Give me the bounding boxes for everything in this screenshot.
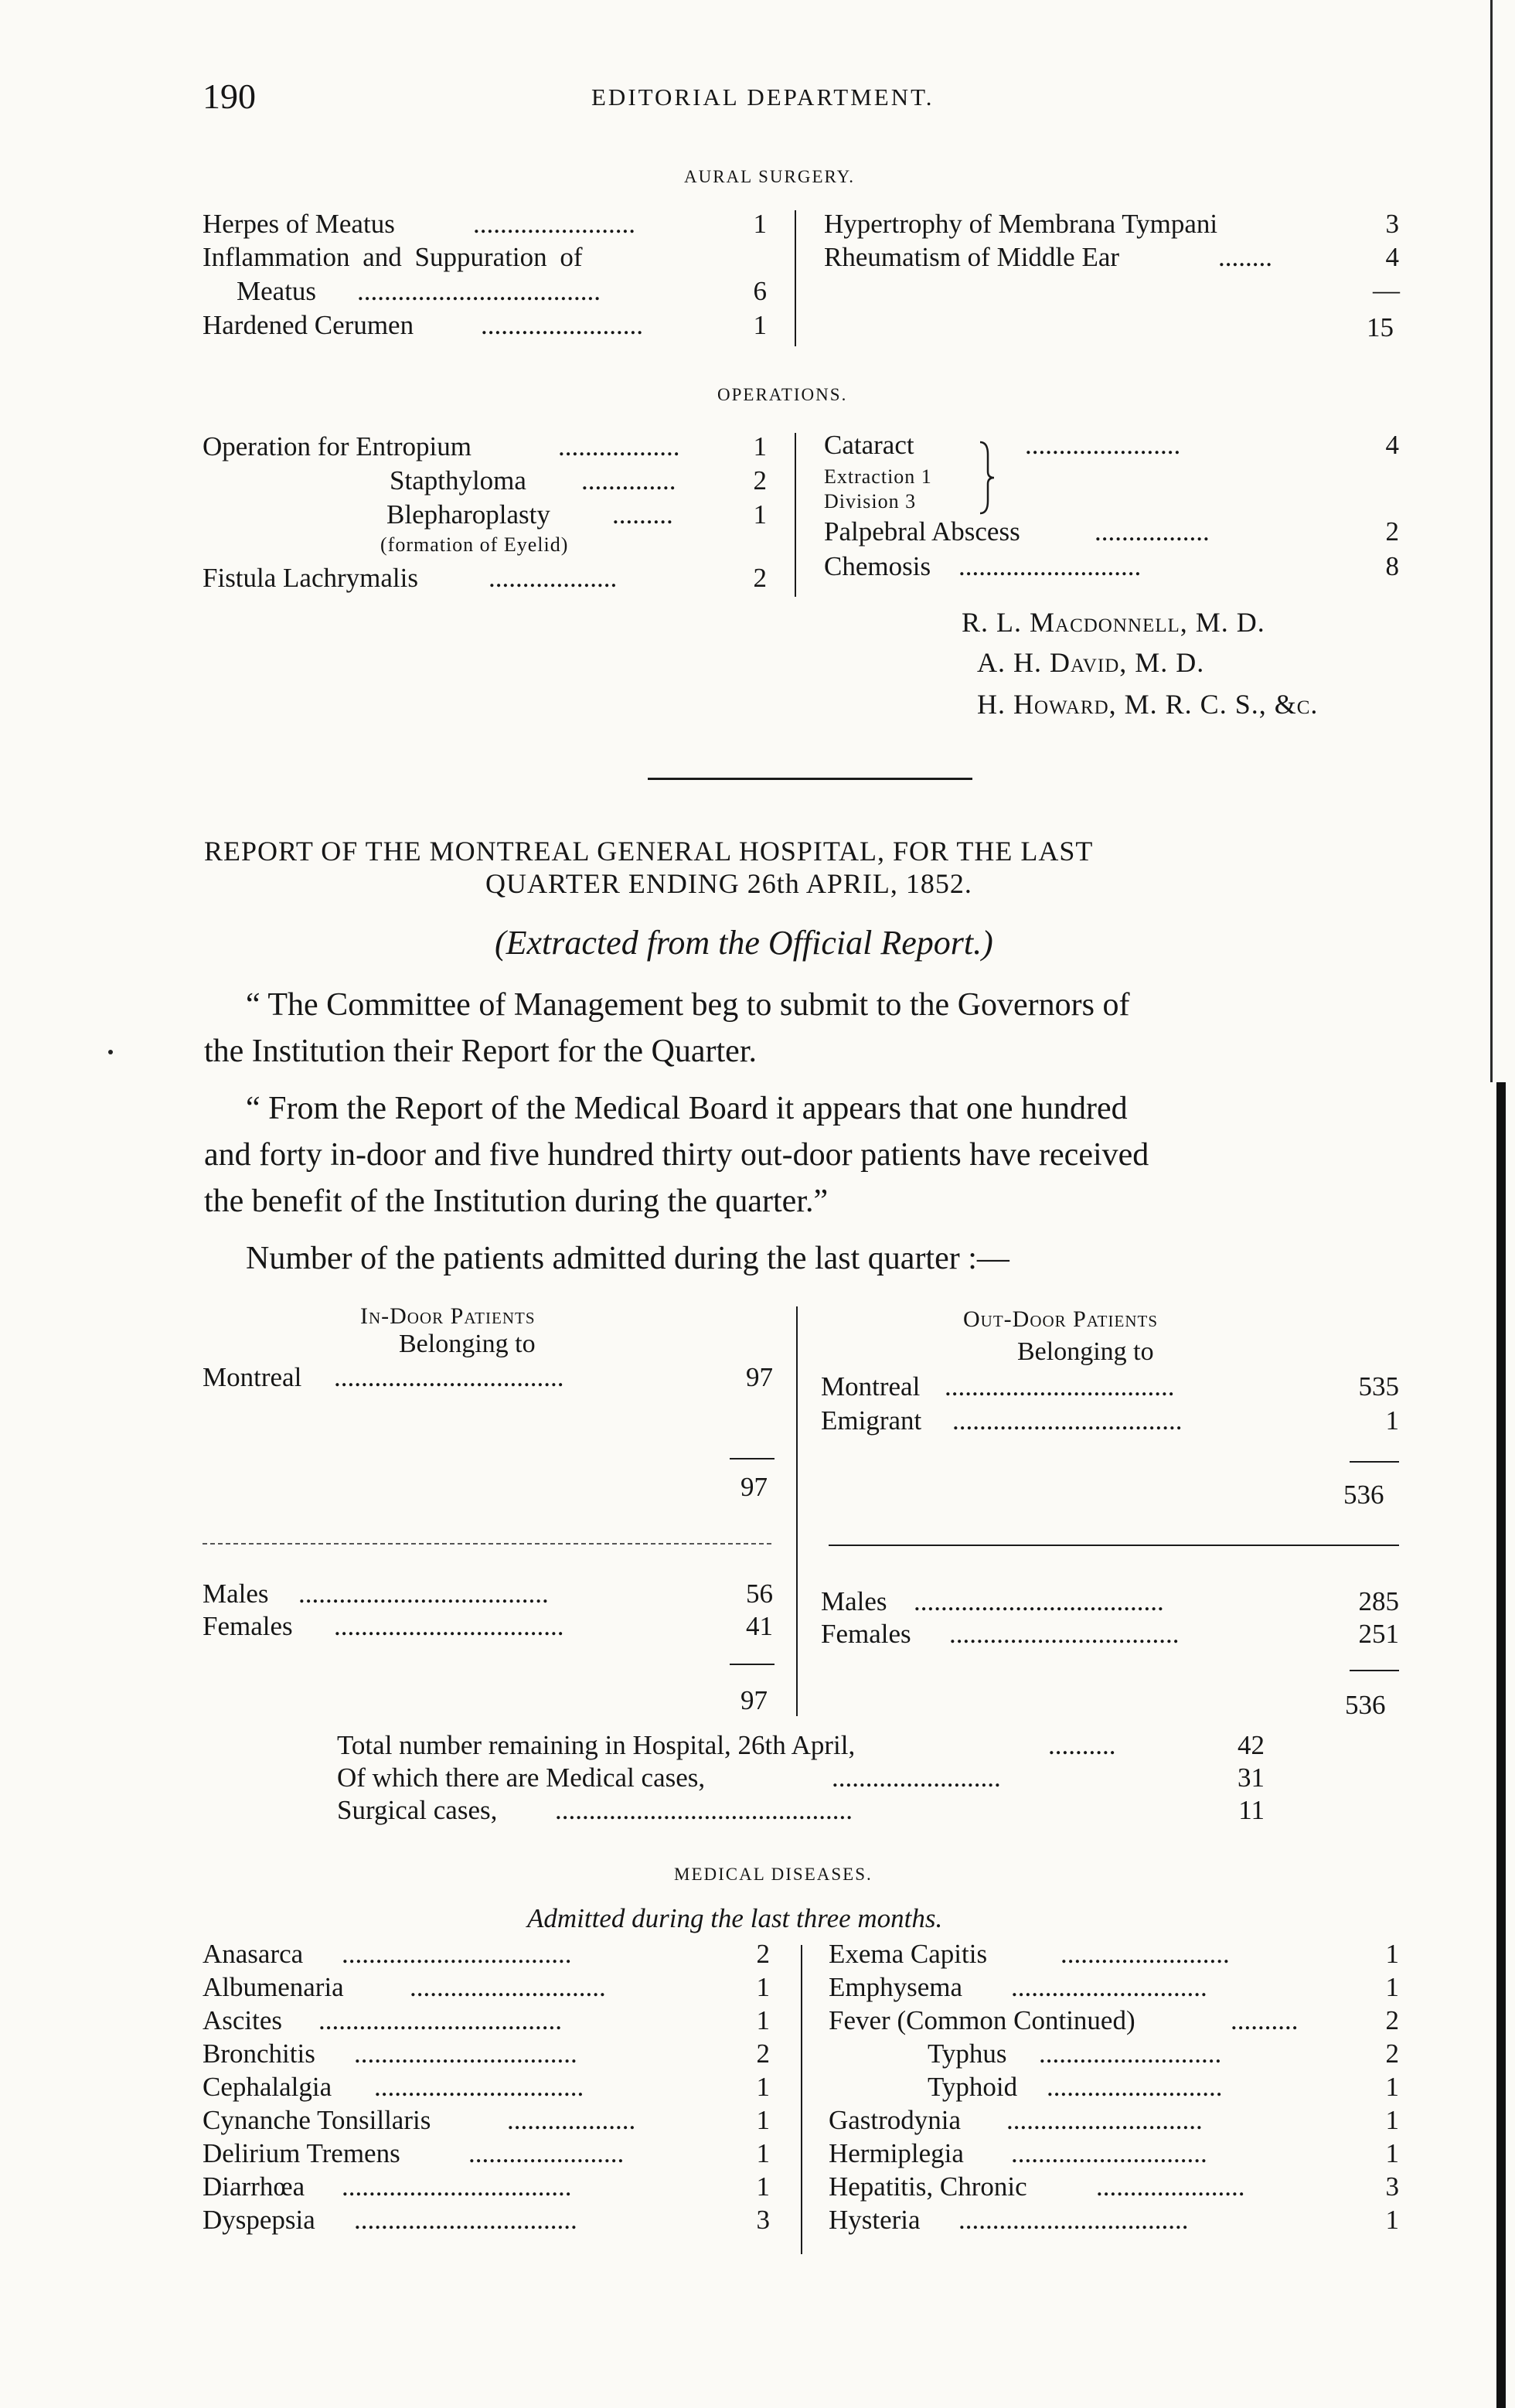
dot-leader: .................................. — [334, 1611, 564, 1641]
paragraph: “ From the Report of the Medical Board it appears that one hundred — [246, 1091, 1128, 1126]
table-row: Females .................................. 41 — [203, 1611, 773, 1641]
dot-leader: ........ — [1218, 242, 1272, 272]
list-item: Bronchitis ................................. 2 — [203, 2038, 770, 2069]
medical-diseases-subtitle: Admitted during the last three months. — [527, 1903, 943, 1933]
dot-leader: ....................... — [1025, 430, 1181, 460]
list-item: Operation for Entropium .................. 1 — [203, 431, 775, 465]
total-rule: — — [1373, 275, 1400, 305]
dot-leader: .................................. — [342, 1939, 572, 1969]
indoor-subtotal: 97 — [740, 1472, 768, 1502]
list-item: Rheumatism of Middle Ear ........ 4 — [824, 242, 1399, 272]
dot-leader: .................................. — [958, 2205, 1189, 2235]
dot-leader: ............................. — [1011, 1972, 1207, 2002]
total-rule — [1350, 1461, 1399, 1463]
list-item: Diarrhœa .................................. 1 — [203, 2171, 770, 2202]
indoor-total: 97 — [740, 1685, 768, 1715]
dot-leader: ............................. — [1011, 2138, 1207, 2168]
dashed-divider — [203, 1543, 771, 1545]
list-item: Emphysema ............................. 1 — [829, 1972, 1399, 2002]
aural-surgery-title: AURAL SURGERY. — [684, 167, 855, 186]
dot-leader: .................................. — [949, 1619, 1180, 1649]
section-divider — [648, 778, 972, 780]
dot-leader: ......................... — [1060, 1939, 1230, 1969]
speck — [108, 1050, 113, 1054]
dot-leader: ............................. — [1006, 2105, 1203, 2135]
list-item: Albumenaria ............................. 1 — [203, 1972, 770, 2002]
extraction-label: Extraction 1 — [824, 465, 932, 488]
total-rule — [730, 1458, 775, 1459]
dot-leader: .................................. — [334, 1362, 564, 1392]
paragraph: the Institution their Report for the Quarter. — [204, 1034, 757, 1069]
paragraph: and forty in-door and five hundred thirty out-door patients have received — [204, 1137, 1149, 1173]
list-item: Ascites .................................... 1 — [203, 2005, 770, 2035]
list-item: Anasarca .................................. 2 — [203, 1939, 770, 1969]
table-row: Males ..................................... 285 — [821, 1586, 1399, 1616]
paragraph: the benefit of the Institution during the quarter.” — [204, 1184, 829, 1219]
division-label: Division 3 — [824, 490, 917, 513]
list-item: Hepatitis, Chronic ...................... 3 — [829, 2171, 1399, 2202]
outdoor-total: 536 — [1345, 1690, 1386, 1720]
list-item: Typhus ........................... 2 — [928, 2038, 1399, 2069]
dot-leader: ................... — [507, 2105, 636, 2135]
table-row: Females .................................. 251 — [821, 1619, 1399, 1649]
list-item: Cataract ....................... 4 — [824, 430, 1399, 460]
list-item: Palpebral Abscess ................. 2 — [824, 516, 1399, 547]
dot-leader: ....................... — [468, 2138, 625, 2168]
list-item: Hardened Cerumen ........................ 1 — [203, 310, 775, 344]
column-divider — [795, 210, 796, 346]
dot-leader: .................. — [558, 431, 680, 462]
total-rule — [1350, 1670, 1399, 1671]
list-item: Herpes of Meatus ........................ 1 — [203, 209, 775, 243]
dot-leader: ...................... — [1096, 2171, 1245, 2202]
operations-title: OPERATIONS. — [717, 385, 848, 404]
list-item: Gastrodynia ............................. 1 — [829, 2105, 1399, 2135]
dot-leader: ............................. — [410, 1972, 606, 2002]
list-item: Stapthyloma .............. 2 — [203, 465, 775, 499]
list-item: Inflammation and Suppuration of — [203, 242, 583, 272]
report-subtitle: (Extracted from the Official Report.) — [495, 924, 993, 962]
solid-divider — [829, 1545, 1399, 1546]
list-item: Meatus .................................... 6 — [203, 276, 775, 310]
report-title: REPORT OF THE MONTREAL GENERAL HOSPITAL, FOR THE LAST — [204, 836, 1094, 867]
summary-row: Surgical cases, ............................................ 11 — [337, 1795, 1265, 1825]
dot-leader: .................................... — [318, 2005, 562, 2035]
indoor-heading: In-Door Patients — [360, 1303, 536, 1329]
signature: R. L. Macdonnell, M. D. — [962, 607, 1265, 638]
summary-row: Total number remaining in Hospital, 26th April, .......... 42 — [337, 1730, 1265, 1760]
medical-diseases-title: MEDICAL DISEASES. — [674, 1865, 873, 1884]
total-rule — [730, 1664, 775, 1665]
list-item: Typhoid .......................... 1 — [928, 2072, 1399, 2102]
list-item: Cephalalgia ............................... 1 — [203, 2072, 770, 2102]
dot-leader: ........................... — [1039, 2038, 1222, 2069]
list-item: Chemosis ........................... 8 — [824, 551, 1399, 581]
column-divider — [801, 1945, 802, 2254]
dot-leader: .......... — [1231, 2005, 1299, 2035]
dot-leader: .................................. — [952, 1405, 1183, 1436]
aural-total: 15 — [1367, 312, 1394, 342]
dot-leader: ........................ — [481, 310, 643, 340]
page-number: 190 — [203, 77, 256, 116]
dot-leader: ......... — [612, 499, 673, 530]
dot-leader: ................... — [489, 563, 618, 593]
table-row: Males ..................................... 56 — [203, 1579, 773, 1609]
dot-leader: ........................ — [473, 209, 635, 239]
table-row: Montreal .................................. 97 — [203, 1362, 773, 1392]
dot-leader: .......................... — [1047, 2072, 1223, 2102]
dot-leader: ................................. — [354, 2038, 577, 2069]
list-item: Fistula Lachrymalis ................... 2 — [203, 563, 775, 597]
dot-leader: ..................................... — [298, 1579, 549, 1609]
signature: A. H. David, M. D. — [977, 647, 1205, 678]
list-item: Hermiplegia ............................. 1 — [829, 2138, 1399, 2168]
report-title-line2: QUARTER ENDING 26th APRIL, 1852. — [485, 868, 972, 899]
signature: H. Howard, M. R. C. S., &c. — [977, 689, 1319, 720]
column-divider — [795, 433, 796, 597]
formation-note: (formation of Eyelid) — [380, 533, 569, 556]
page-edge-shadow — [1496, 1082, 1506, 2408]
list-item: Hysteria .................................. 1 — [829, 2205, 1399, 2235]
table-row: Montreal .................................. 535 — [821, 1371, 1399, 1402]
patients-intro: Number of the patients admitted during the last quarter :— — [246, 1241, 1009, 1276]
list-item: Hypertrophy of Membrana Tympani 3 — [824, 209, 1399, 239]
outdoor-subheading: Belonging to — [1017, 1337, 1154, 1366]
dot-leader: ................................. — [354, 2205, 577, 2235]
table-row: Emigrant .................................. 1 — [821, 1405, 1399, 1436]
dot-leader: .......... — [1048, 1730, 1116, 1760]
dot-leader: ........................... — [958, 551, 1142, 581]
page-edge-line — [1490, 0, 1493, 1082]
running-title: EDITORIAL DEPARTMENT. — [591, 83, 935, 111]
dot-leader: ..................................... — [914, 1586, 1164, 1616]
list-item: Cynanche Tonsillaris ................... 1 — [203, 2105, 770, 2135]
list-item: Blepharoplasty ......... 1 — [203, 499, 775, 533]
outdoor-subtotal: 536 — [1343, 1480, 1384, 1510]
dot-leader: .............. — [581, 465, 676, 496]
outdoor-heading: Out-Door Patients — [963, 1306, 1158, 1332]
list-item: Dyspepsia ................................. 3 — [203, 2205, 770, 2235]
indoor-subheading: Belonging to — [399, 1330, 536, 1358]
brace-icon — [977, 439, 997, 516]
paragraph: “ The Committee of Management beg to submit to the Governors of — [246, 987, 1130, 1023]
dot-leader: .................................. — [945, 1371, 1175, 1402]
dot-leader: ............................... — [374, 2072, 584, 2102]
list-item: Delirium Tremens ....................... 1 — [203, 2138, 770, 2168]
list-item: Exema Capitis ......................... 1 — [829, 1939, 1399, 1969]
dot-leader: .................................. — [342, 2171, 572, 2202]
dot-leader: ............................................ — [555, 1795, 853, 1825]
column-divider — [796, 1306, 798, 1716]
summary-row: Of which there are Medical cases, ......................... 31 — [337, 1763, 1265, 1793]
dot-leader: ................. — [1095, 516, 1210, 547]
list-item: Fever (Common Continued) .......... 2 — [829, 2005, 1399, 2035]
dot-leader: ......................... — [832, 1763, 1001, 1793]
dot-leader: .................................... — [357, 276, 601, 306]
